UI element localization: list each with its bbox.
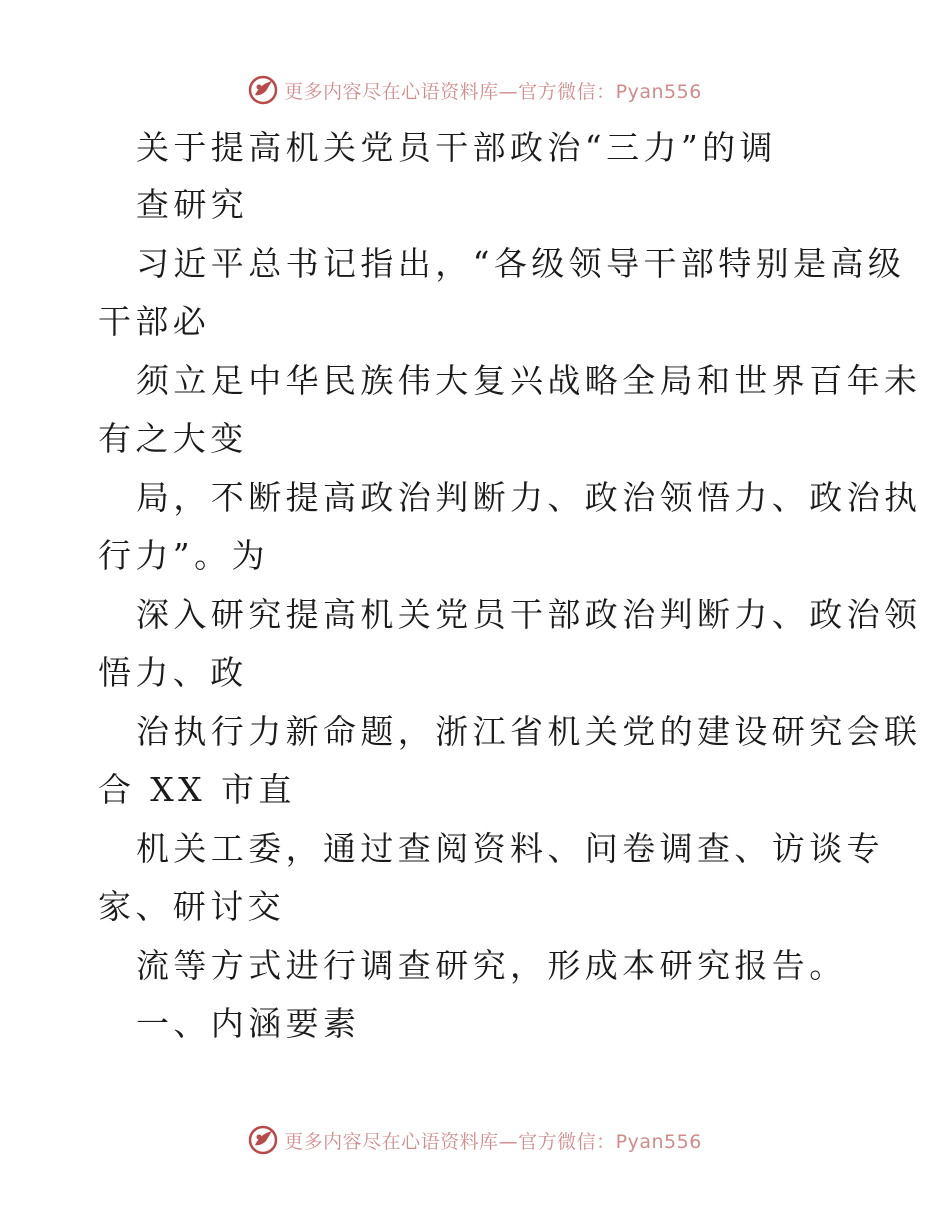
body-line: 习近平总书记指出，“各级领导干部特别是高级 (136, 244, 906, 283)
title-line-1: 关于提高机关党员干部政治“三力”的调 (136, 128, 777, 167)
watermark-text: 更多内容尽在心语资料库—官方微信：Pyan556 (284, 80, 702, 103)
body-line: 悟力、政 (98, 653, 248, 692)
body-line: 机关工委，通过查阅资料、问卷调查、访谈专 (136, 829, 884, 868)
body-line: 行力”。为 (98, 536, 269, 575)
body-line: 局，不断提高政治判断力、政治领悟力、政治执 (136, 478, 922, 517)
watermark-banner-top (0, 70, 950, 110)
body-line: 家、研讨交 (98, 887, 285, 926)
body-line: 须立足中华民族伟大复兴战略全局和世界百年未 (136, 361, 922, 400)
body-line: 合 XX 市直 (98, 770, 296, 809)
brand-logo-icon (248, 75, 278, 105)
body-line: 干部必 (98, 302, 211, 341)
section-heading: 一、内涵要素 (136, 1004, 361, 1043)
body-line: 深入研究提高机关党员干部政治判断力、政治领 (136, 595, 922, 634)
watermark-text: 更多内容尽在心语资料库—官方微信：Pyan556 (284, 1130, 702, 1153)
brand-logo-icon (248, 1125, 278, 1155)
title-line-2: 查研究 (136, 185, 249, 224)
body-line: 有之大变 (98, 419, 248, 458)
watermark-banner-bottom (0, 1120, 950, 1160)
body-line: 流等方式进行调查研究，形成本研究报告。 (136, 946, 847, 985)
body-line: 治执行力新命题，浙江省机关党的建设研究会联 (136, 712, 922, 751)
